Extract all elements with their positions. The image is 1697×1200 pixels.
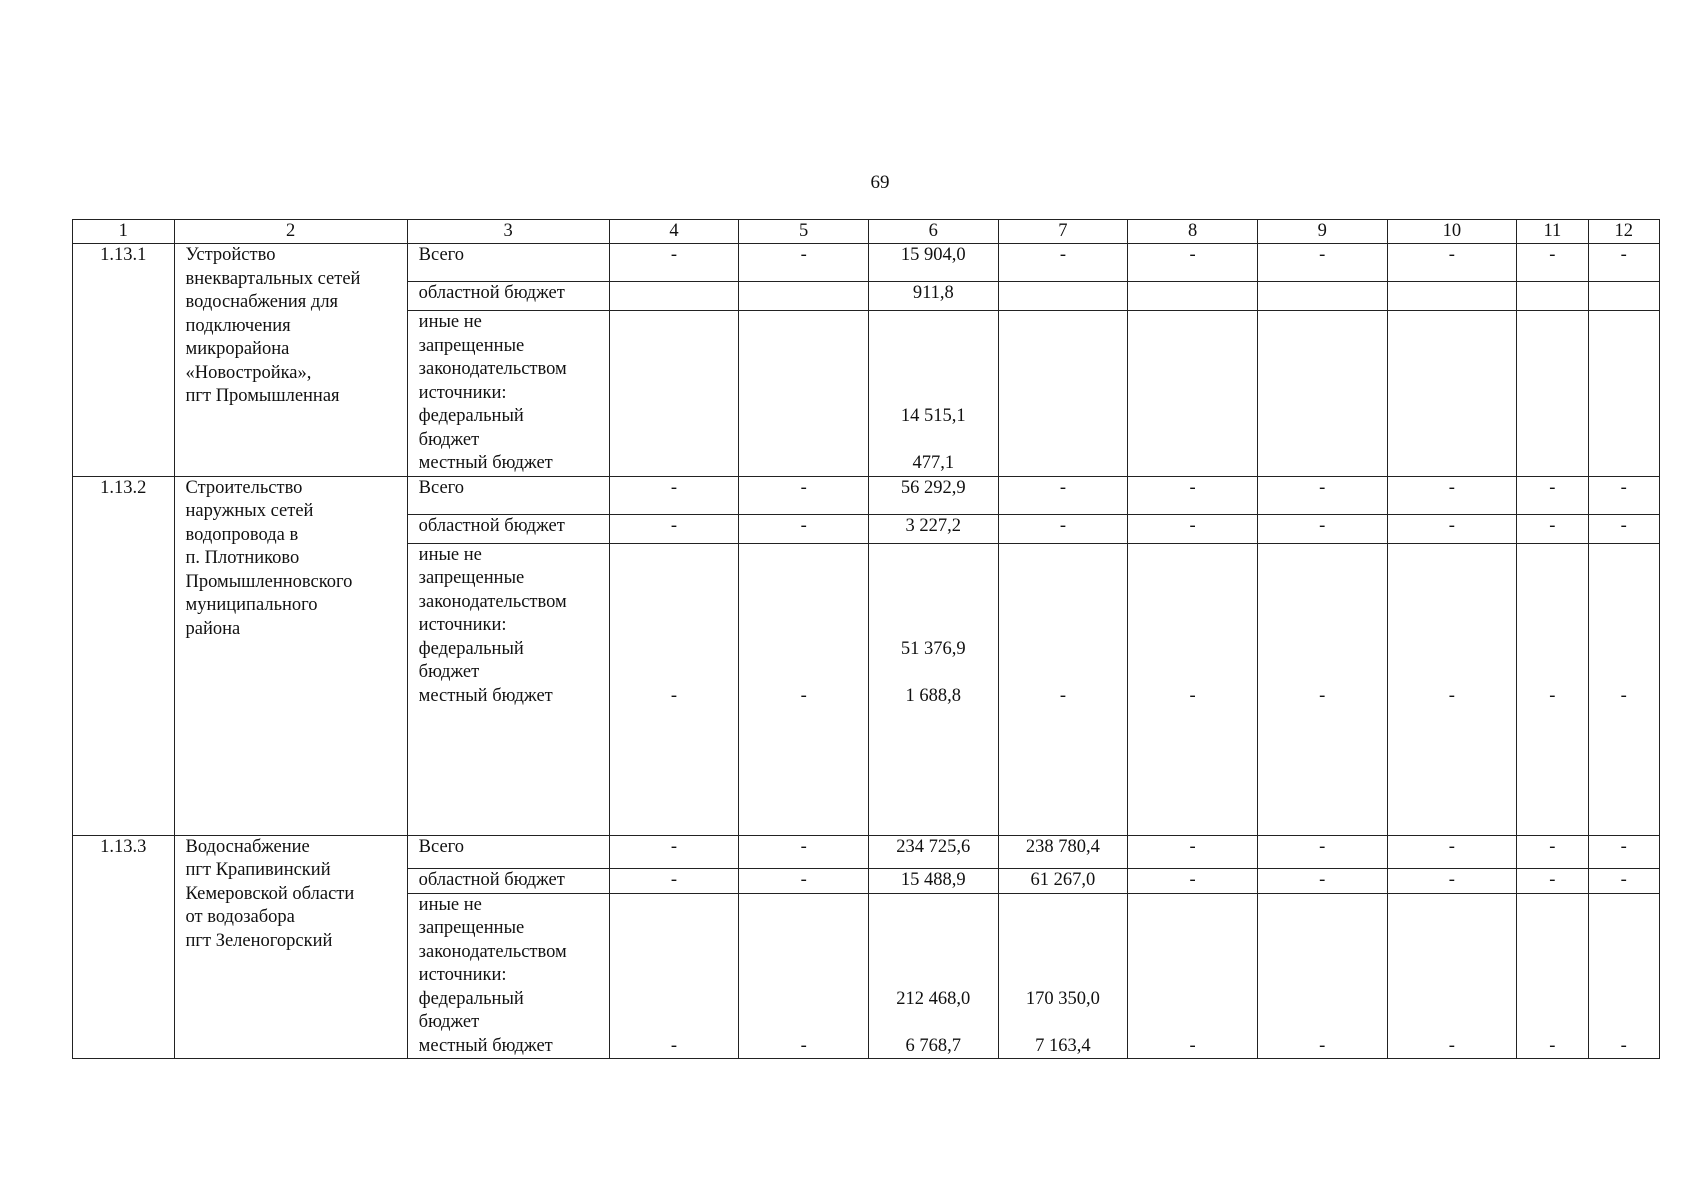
federal-value: [1388, 988, 1517, 1012]
total-row: [73, 244, 1660, 282]
source-label-line: источники:: [418, 965, 507, 985]
source-label-line: законодательством: [418, 359, 567, 379]
column-number: 2: [174, 220, 407, 244]
item-name: [174, 835, 407, 1059]
value-cell: 61 267,0: [998, 868, 1128, 893]
local-value: [1517, 452, 1587, 476]
source-label-other: [407, 543, 609, 835]
item-name-line: внеквартальных сетей: [185, 268, 361, 289]
item-code: 1.13.3: [73, 835, 175, 1059]
item-name-line: водоснабжения для: [185, 292, 339, 312]
item-name: [174, 244, 407, 477]
local-value: -: [670, 685, 678, 706]
value-cell: -: [1588, 868, 1659, 893]
value-cell: -: [609, 244, 739, 282]
value-cell: -: [739, 244, 869, 282]
value-cell: 56 292,9: [868, 476, 998, 514]
budget-table: [72, 219, 1660, 1059]
value-cell: [1588, 282, 1659, 311]
item-name-line: района: [185, 618, 241, 639]
item-code: 1.13.2: [73, 476, 175, 835]
value-cell: -: [1517, 835, 1588, 868]
value-cell: -: [1588, 476, 1659, 514]
source-label-regional: областной бюджет: [407, 514, 609, 543]
local-value: -: [1448, 685, 1455, 706]
federal-value: [739, 988, 868, 1012]
value-cell: -: [1257, 476, 1387, 514]
source-label-line: законодательством: [418, 591, 567, 612]
value-cell: -: [1588, 835, 1659, 868]
federal-value: 212 468,0: [896, 988, 971, 1009]
value-cell: 911,8: [868, 282, 998, 311]
local-value: 1 688,8: [905, 685, 962, 706]
item-name-line: пгт Крапивинский: [185, 860, 331, 880]
local-value: -: [1448, 1035, 1455, 1056]
source-label-line: источники:: [418, 615, 507, 635]
value-cell: -: [739, 514, 869, 543]
local-value: [1388, 452, 1517, 476]
value-cell: -: [1517, 476, 1588, 514]
federal-value: [1388, 638, 1517, 662]
value-cell: [1257, 543, 1387, 835]
source-label-total: Всего: [407, 835, 609, 868]
value-cell: -: [1387, 244, 1517, 282]
value-cell: -: [1128, 514, 1258, 543]
column-number-row: [73, 220, 1660, 244]
federal-value: [1589, 638, 1659, 662]
value-cell: [1387, 893, 1517, 1059]
local-value: -: [800, 685, 807, 706]
item-code: 1.13.1: [73, 244, 175, 477]
column-number: 11: [1517, 220, 1588, 244]
value-cell: [1588, 311, 1659, 477]
column-number: 9: [1257, 220, 1387, 244]
federal-value: 51 376,9: [900, 638, 966, 659]
value-cell: [1257, 311, 1387, 477]
item-name-line: наружных сетей: [185, 501, 314, 521]
source-label-other: [407, 893, 609, 1059]
value-cell: [609, 543, 739, 835]
source-label-total: Всего: [407, 476, 609, 514]
federal-value: [1128, 638, 1257, 662]
federal-value: [1258, 638, 1387, 662]
federal-value: [1589, 988, 1659, 1012]
column-number: 8: [1128, 220, 1258, 244]
item-name-line: водопровода в: [185, 524, 299, 545]
local-value: -: [1620, 685, 1627, 706]
federal-value: [999, 638, 1128, 662]
federal-value: [1517, 638, 1587, 662]
value-cell: [1257, 893, 1387, 1059]
local-value: -: [1319, 1035, 1326, 1056]
source-label-regional: областной бюджет: [407, 282, 609, 311]
federal-value: 14 515,1: [900, 406, 966, 426]
value-cell: [1387, 282, 1517, 311]
value-cell: [1517, 543, 1588, 835]
total-row: [73, 835, 1660, 868]
source-label-line: бюджет: [418, 662, 480, 682]
value-cell: [1128, 282, 1258, 311]
value-cell: -: [609, 835, 739, 868]
value-cell: -: [609, 514, 739, 543]
source-label-line: запрещенные: [418, 918, 525, 938]
table-body: [73, 220, 1660, 1059]
value-cell: -: [1128, 244, 1258, 282]
source-label-line: бюджет: [418, 1012, 480, 1032]
item-name-line: Строительство: [185, 477, 303, 498]
value-cell: -: [1588, 244, 1659, 282]
federal-value: [739, 638, 868, 662]
value-cell: 234 725,6: [868, 835, 998, 868]
item-name-line: «Новостройка»,: [185, 362, 312, 383]
value-cell: -: [998, 244, 1128, 282]
value-cell: -: [1517, 868, 1588, 893]
value-cell: [1517, 311, 1588, 477]
local-value: -: [800, 1035, 807, 1056]
value-cell: -: [739, 476, 869, 514]
value-cell: [739, 543, 869, 835]
source-label-line: иные не: [418, 544, 482, 565]
value-cell: [609, 311, 739, 477]
value-cell: [1588, 543, 1659, 835]
item-name-line: Устройство: [185, 245, 276, 265]
column-number: 7: [998, 220, 1128, 244]
value-cell: -: [609, 868, 739, 893]
value-cell: [868, 311, 998, 477]
federal-value: [739, 405, 868, 429]
federal-value: [1128, 405, 1257, 429]
column-number: 3: [407, 220, 609, 244]
source-label-line: иные не: [418, 894, 482, 915]
federal-value: 170 350,0: [1025, 988, 1100, 1009]
value-cell: -: [1517, 244, 1588, 282]
value-cell: -: [1387, 835, 1517, 868]
value-cell: 238 780,4: [998, 835, 1128, 868]
column-number: 12: [1588, 220, 1659, 244]
source-label-total: Всего: [407, 244, 609, 282]
item-name-line: муниципального: [185, 595, 318, 615]
item-name-line: от водозабора: [185, 907, 295, 927]
item-name-line: Кемеровской области: [185, 883, 355, 904]
value-cell: -: [1128, 476, 1258, 514]
column-number: 10: [1387, 220, 1517, 244]
local-value: -: [1549, 1035, 1556, 1056]
value-cell: -: [998, 514, 1128, 543]
value-cell: [998, 311, 1128, 477]
value-cell: [1588, 893, 1659, 1059]
local-value: [610, 452, 739, 476]
value-cell: [1517, 282, 1588, 311]
value-cell: [1128, 893, 1258, 1059]
value-cell: -: [1387, 868, 1517, 893]
value-cell: [868, 893, 998, 1059]
federal-value: [610, 638, 739, 662]
value-cell: [1257, 282, 1387, 311]
local-value: 7 163,4: [1035, 1035, 1091, 1056]
local-value: -: [1620, 1035, 1627, 1056]
value-cell: [868, 543, 998, 835]
source-label-line: законодательством: [418, 941, 567, 962]
local-value: 6 768,7: [905, 1035, 962, 1056]
value-cell: [609, 893, 739, 1059]
local-value: [1128, 452, 1257, 476]
federal-value: [999, 405, 1128, 429]
value-cell: -: [1517, 514, 1588, 543]
local-value: [999, 452, 1128, 476]
value-cell: [609, 282, 739, 311]
federal-value: [1258, 405, 1387, 429]
item-name-line: Промышленновского: [185, 571, 353, 592]
value-cell: -: [1128, 835, 1258, 868]
value-cell: [1128, 543, 1258, 835]
item-name-line: микрорайона: [185, 339, 290, 359]
federal-value: [1589, 405, 1659, 429]
local-value: 477,1: [912, 453, 955, 473]
federal-value: [610, 405, 739, 429]
column-number: 4: [609, 220, 739, 244]
source-label-line: федеральный: [418, 406, 524, 426]
column-number: 5: [739, 220, 869, 244]
source-label-other: [407, 311, 609, 477]
item-name: [174, 476, 407, 835]
value-cell: 15 904,0: [868, 244, 998, 282]
column-number: 1: [73, 220, 175, 244]
local-value: -: [1319, 685, 1326, 706]
value-cell: [1387, 543, 1517, 835]
value-cell: [739, 893, 869, 1059]
value-cell: 3 227,2: [868, 514, 998, 543]
value-cell: -: [1387, 476, 1517, 514]
value-cell: [998, 543, 1128, 835]
local-value: [1589, 452, 1659, 476]
source-label-line: федеральный: [418, 988, 524, 1009]
value-cell: 15 488,9: [868, 868, 998, 893]
local-value: -: [1189, 685, 1196, 706]
federal-value: [1128, 988, 1257, 1012]
column-number: 6: [868, 220, 998, 244]
federal-value: [610, 988, 739, 1012]
federal-value: [1258, 988, 1387, 1012]
value-cell: -: [739, 868, 869, 893]
local-value: -: [670, 1035, 678, 1056]
value-cell: -: [739, 835, 869, 868]
item-name-line: подключения: [185, 315, 291, 336]
federal-value: [1517, 405, 1587, 429]
value-cell: -: [1257, 244, 1387, 282]
total-row: [73, 476, 1660, 514]
value-cell: [998, 893, 1128, 1059]
page-number: 69: [870, 172, 890, 193]
federal-value: [1517, 988, 1587, 1012]
value-cell: [998, 282, 1128, 311]
local-value: -: [1189, 1035, 1196, 1056]
local-value: -: [1549, 685, 1556, 706]
value-cell: -: [1128, 868, 1258, 893]
source-label-line: местный бюджет: [418, 453, 553, 473]
value-cell: -: [998, 476, 1128, 514]
source-label-regional: областной бюджет: [407, 868, 609, 893]
value-cell: -: [609, 476, 739, 514]
source-label-line: запрещенные: [418, 335, 525, 356]
value-cell: -: [1257, 514, 1387, 543]
source-label-line: запрещенные: [418, 568, 525, 588]
value-cell: [739, 282, 869, 311]
value-cell: -: [1257, 835, 1387, 868]
value-cell: -: [1257, 868, 1387, 893]
value-cell: -: [1588, 514, 1659, 543]
source-label-line: источники:: [418, 382, 507, 403]
local-value: -: [1059, 685, 1067, 706]
item-name-line: Водоснабжение: [185, 836, 310, 857]
item-name-line: пгт Промышленная: [185, 386, 340, 406]
value-cell: [1128, 311, 1258, 477]
source-label-line: федеральный: [418, 638, 524, 659]
local-value: [1258, 452, 1387, 476]
federal-value: [1388, 405, 1517, 429]
value-cell: [1517, 893, 1588, 1059]
value-cell: [1387, 311, 1517, 477]
local-value: [739, 452, 868, 476]
item-name-line: п. Плотниково: [185, 548, 300, 568]
source-label-line: местный бюджет: [418, 1035, 553, 1056]
source-label-line: иные не: [418, 312, 482, 332]
value-cell: [739, 311, 869, 477]
item-name-line: пгт Зеленогорский: [185, 930, 333, 951]
source-label-line: бюджет: [418, 429, 480, 450]
value-cell: -: [1387, 514, 1517, 543]
source-label-line: местный бюджет: [418, 685, 553, 706]
